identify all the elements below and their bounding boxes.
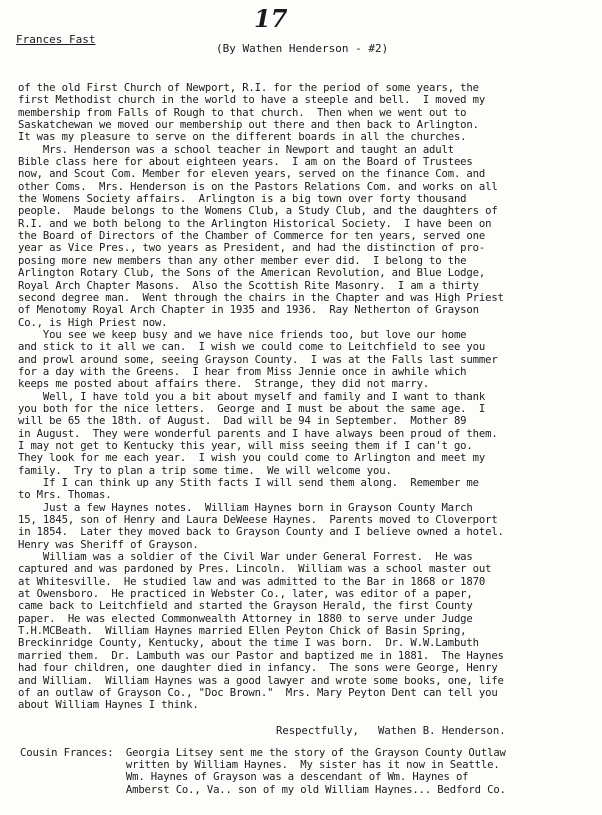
body-line: married them. Dr. Lambuth was our Pastor and baptized me in 1881. The Haynes (18, 649, 504, 662)
body-line: William was a soldier of the Civil War under General Forrest. He was (18, 551, 473, 564)
body-line: captured and was pardoned by Pres. Lincoln. William was a school master out (18, 563, 492, 576)
page-number: 17 (254, 4, 288, 33)
body-line: If I can think up any Stith facts I will send them along. Remember me (18, 477, 479, 489)
body-line: people. Maude belongs to the Womens Club, a Study Club, and the daughters of (18, 205, 498, 218)
body-line: Just a few Haynes notes. William Haynes born in Grayson County March (18, 501, 473, 514)
postscript-line: Amberst Co., Va.. son of my old William Haynes... Bedford Co. (20, 783, 506, 796)
body-line: at Owensboro. He practiced in Webster Co., later, was editor of a paper, (18, 588, 473, 601)
body-line: of the old First Church of Newport, R.I. for the period of some years, the (18, 82, 479, 94)
body-line: Mrs. Henderson was a school teacher in Newport and taught an adult (18, 143, 454, 156)
postscript-line: written by William Haynes. My sister has it now in Seattle. (20, 759, 500, 772)
body-line: Arlington Rotary Club, the Sons of the American Revolution, and Blue Lodge, (18, 267, 486, 280)
body-line: Henry was Sheriff of Grayson. (18, 538, 199, 551)
body-line: you both for the nice letters. George and I must be about the same age. I (18, 402, 486, 415)
body-line: Bible class here for about eighteen years. I am on the Board of Trustees (18, 156, 473, 169)
body-line: You see we keep busy and we have nice friends too, but love our home (18, 328, 467, 341)
body-line: T.H.MCBeath. William Haynes married Ellen Peyton Chick of Basin Spring, (18, 625, 467, 638)
postscript-line: Cousin Frances: Georgia Litsey sent me the story of the Grayson County Outlaw (20, 747, 506, 759)
body-line: membership from Falls of Rough to that church. Then when we went out to (18, 106, 467, 119)
body-line: first Methodist church in the world to have a steeple and bell. I moved my (18, 94, 486, 107)
body-line: and William. William Haynes was a good lawyer and wrote some books, one, life (18, 674, 504, 687)
body-line: to Mrs. Thomas. (18, 489, 112, 502)
body-line: in 1854. Later they moved back to Grayson County and I believe owned a hotel. (18, 526, 504, 539)
body-line: the Womens Society affairs. Arlington is a big town over forty thousand (18, 193, 467, 206)
signature: Respectfully, Wathen B. Henderson. (276, 725, 506, 737)
body-line: paper. He was elected Commonwealth Attorney in 1880 to serve under Judge (18, 612, 473, 625)
body-line: other Coms. Mrs. Henderson is on the Pastors Relations Com. and works on all (18, 180, 498, 193)
body-line: second degree man. Went through the chairs in the Chapter and was High Priest (18, 291, 504, 304)
body-line: will be 65 the 18th. of August. Dad will be 94 in September. Mother 89 (18, 415, 467, 428)
body-line: R.I. and we both belong to the Arlington Historical Society. I have been on (18, 217, 492, 230)
body-line: family. Try to plan a trip some time. We will welcome you. (18, 464, 392, 477)
body-line: It was my pleasure to serve on the different boards in all the churches. (18, 131, 467, 144)
body-line: keeps me posted about affairs there. Strange, they did not marry. (18, 378, 430, 391)
recipient-header: Frances Fast (16, 33, 96, 46)
body-line: in August. They were wonderful parents and I have always been proud of them. (18, 427, 498, 440)
body-line: Well, I have told you a bit about myself and family and I want to thank (18, 390, 486, 403)
body-line: at Whitesville. He studied law and was admitted to the Bar in 1868 or 1870 (18, 575, 486, 588)
body-line: and stick to it all we can. I wish we could come to Leitchfield to see you (18, 341, 486, 354)
body-line: came back to Leitchfield and started the Grayson Herald, the first County (18, 600, 473, 613)
letter-body (18, 82, 598, 712)
body-line: had four children, one daughter died in infancy. The sons were George, Henry (18, 662, 498, 675)
body-line: I may not get to Kentucky this year, will miss seeing them if I can't go. (18, 439, 473, 452)
body-line: Royal Arch Chapter Masons. Also the Scottish Rite Masonry. I am a thirty (18, 279, 479, 292)
body-line: now, and Scout Com. Member for eleven years, served on the finance Com. and (18, 168, 486, 181)
body-line: of Menotomy Royal Arch Chapter in 1935 and 1936. Ray Netherton of Grayson (18, 304, 479, 317)
body-line: of an outlaw of Grayson Co., "Doc Brown." Mrs. Mary Peyton Dent can tell you (18, 686, 498, 699)
body-line: They look for me each year. I wish you could come to Arlington and meet my (18, 452, 486, 465)
body-line: posing more new members than any other member ever did. I belong to the (18, 254, 467, 267)
body-line: 15, 1845, son of Henry and Laura DeWeese Haynes. Parents moved to Cloverport (18, 514, 498, 527)
body-line: year as Vice Pres., two years as President, and had the distinction of pro- (18, 242, 486, 255)
author-header: (By Wathen Henderson - #2) (216, 42, 389, 55)
body-line: about William Haynes I think. (18, 699, 199, 712)
postscript-line: Wm. Haynes of Grayson was a descendant of Wm. Haynes of (20, 771, 469, 784)
body-line: and prowl around some, seeing Grayson County. I was at the Falls last summer (18, 353, 498, 366)
body-line: Saskatchewan we moved our membership out there and then back to Arlington. (18, 119, 479, 132)
postscript (20, 747, 600, 796)
body-line: for a day with the Greens. I hear from Miss Jennie once in awhile which (18, 365, 467, 378)
body-line: Breckinridge County, Kentucky, about the time I was born. Dr. W.W.Lambuth (18, 637, 479, 650)
body-line: the Board of Directors of the Chamber of Commerce for ten years, served one (18, 230, 486, 243)
body-line: Co., is High Priest now. (18, 316, 168, 329)
